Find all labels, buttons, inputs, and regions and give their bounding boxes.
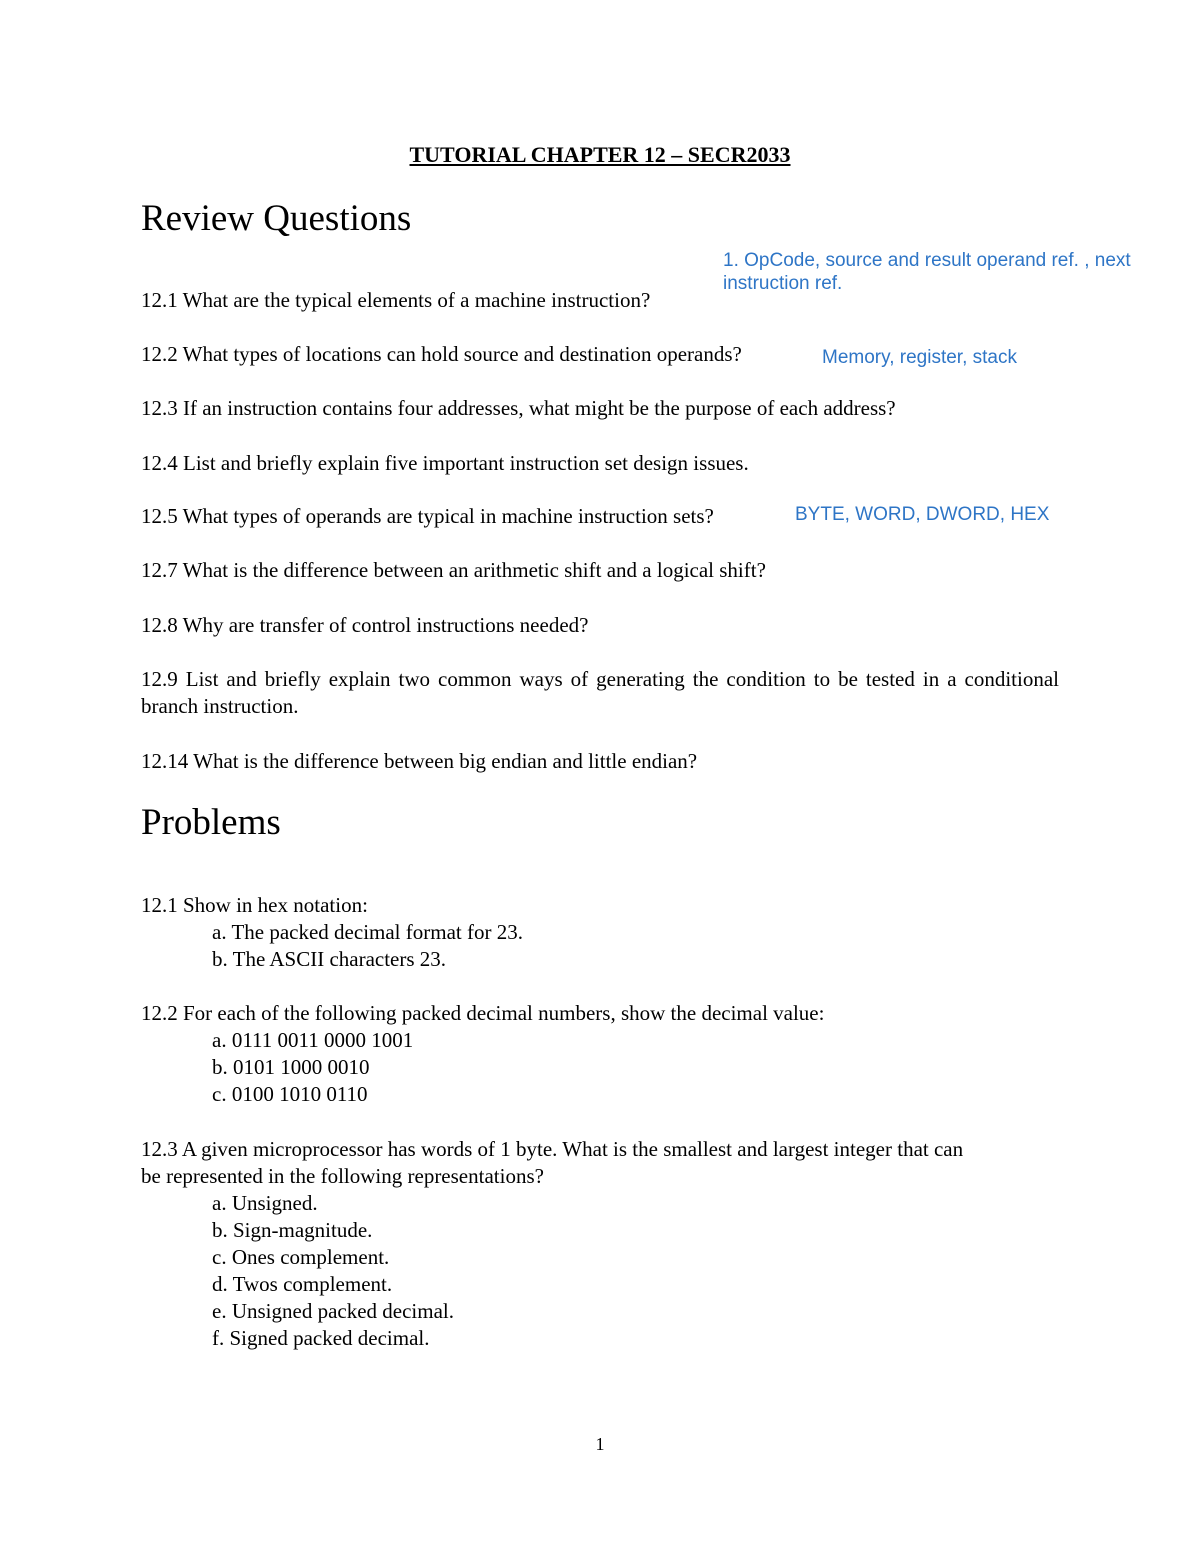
problem-12-3-line-1: 12.3 A given microprocessor has words of 1 byte. What is the smallest and largest integer that can (141, 1137, 964, 1161)
problem-12-3-item-a: a. Unsigned. (212, 1191, 318, 1215)
problem-12-3-item-b: b. Sign-magnitude. (212, 1218, 373, 1242)
review-question-12-5: 12.5 What types of operands are typical in machine instruction sets? (141, 504, 714, 528)
answer-annotation-q1: 1. OpCode, source and result operand ref. , next instruction ref. (723, 250, 1131, 294)
answer-annotation-q5: BYTE, WORD, DWORD, HEX (795, 504, 1050, 525)
problem-12-2-item-a: a. 0111 0011 0000 1001 (212, 1028, 414, 1052)
review-question-12-2: 12.2 What types of locations can hold source and destination operands? (141, 342, 742, 366)
review-question-12-1: 12.1 What are the typical elements of a machine instruction? (141, 288, 651, 312)
problems-heading: Problems (141, 802, 281, 843)
problem-12-3-item-c: c. Ones complement. (212, 1245, 390, 1269)
problem-12-3-item-f: f. Signed packed decimal. (212, 1326, 430, 1350)
review-question-12-14: 12.14 What is the difference between big endian and little endian? (141, 749, 698, 773)
review-questions-heading: Review Questions (141, 198, 412, 239)
review-question-12-3: 12.3 If an instruction contains four addresses, what might be the purpose of each address? (141, 396, 896, 420)
page-number: 1 (595, 1434, 605, 1454)
review-question-12-4: 12.4 List and briefly explain five important instruction set design issues. (141, 451, 749, 475)
review-question-12-9: 12.9 List and briefly explain two common ways of generating the condition to be tested in a conditional branch instruction. (141, 667, 1059, 718)
problem-12-2: 12.2 For each of the following packed decimal numbers, show the decimal value: (141, 1001, 825, 1025)
review-question-12-8: 12.8 Why are transfer of control instructions needed? (141, 613, 589, 637)
document-title: TUTORIAL CHAPTER 12 – SECR2033 (409, 142, 791, 167)
review-question-12-7: 12.7 What is the difference between an arithmetic shift and a logical shift? (141, 558, 766, 582)
problem-12-3-item-d: d. Twos complement. (212, 1272, 393, 1296)
answer-annotation-q2: Memory, register, stack (822, 347, 1017, 368)
problem-12-2-item-b: b. 0101 1000 0010 (212, 1055, 370, 1079)
problem-12-2-item-c: c. 0100 1010 0110 (212, 1082, 368, 1106)
problem-12-1: 12.1 Show in hex notation: (141, 893, 368, 917)
problem-12-1-item-a: a. The packed decimal format for 23. (212, 920, 523, 944)
problem-12-1-item-b: b. The ASCII characters 23. (212, 947, 447, 971)
problem-12-3-item-e: e. Unsigned packed decimal. (212, 1299, 454, 1323)
problem-12-3-line-2: be represented in the following representations? (141, 1164, 544, 1188)
